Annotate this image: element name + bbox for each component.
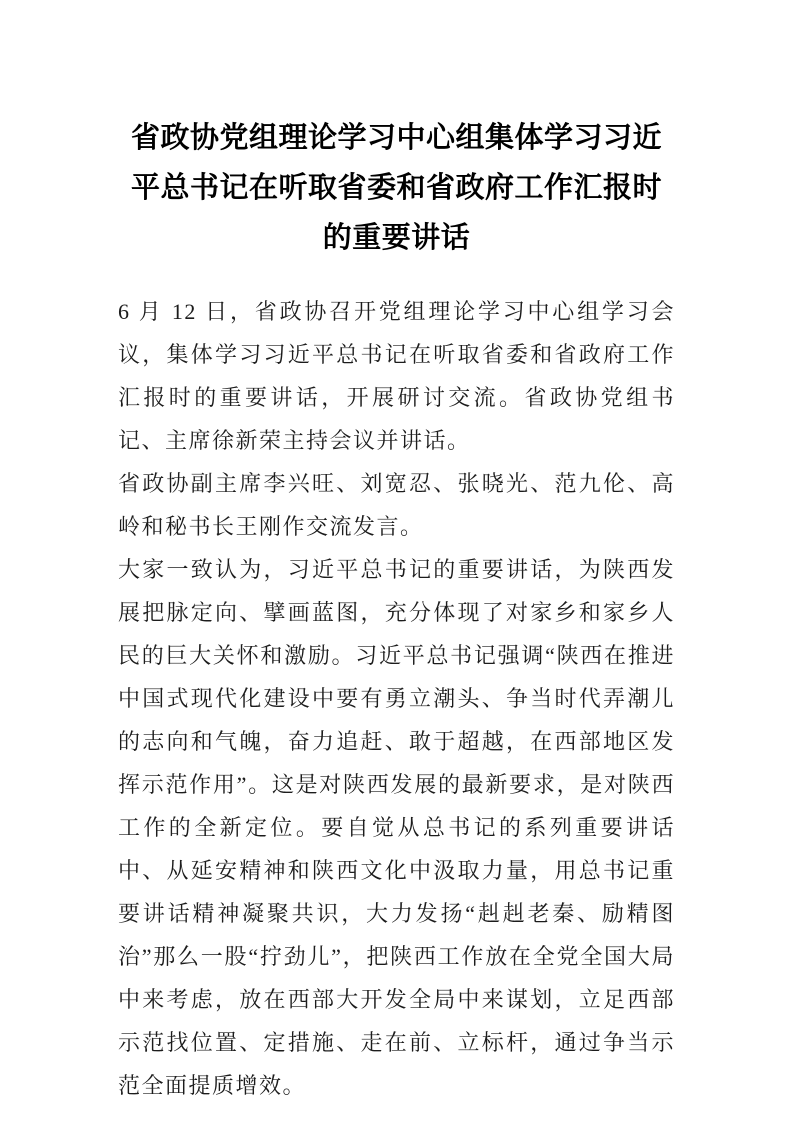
paragraph-speakers: 省政协副主席李兴旺、刘宽忍、张晓光、范九伦、高岭和秘书长王刚作交流发言。 bbox=[118, 471, 675, 539]
paragraph-meeting-summary: 6 月 12 日，省政协召开党组理论学习中心组学习会议，集体学习习近平总书记在听取省委和省政府工作汇报时的重要讲话，开展研讨交流。省政协党组书记、主席徐新荣主持会议并讲话。 bbox=[118, 299, 675, 453]
document-title: 省政协党组理论学习中心组集体学习习近平总书记在听取省委和省政府工作汇报时的重要讲话 bbox=[130, 122, 662, 254]
paragraph-consensus: 大家一致认为，习近平总书记的重要讲话，为陕西发展把脉定向、擘画蓝图，充分体现了对家乡和家乡人民的巨大关怀和激励。习近平总书记强调“陕西在推进中国式现代化建设中要有勇立潮头、争当时代弄潮儿的志向和气魄，奋力追赶、敢于超越，在西部地区发挥示范作用”。这是对陕西发展的最新要求，是对陕西工作的全新定位。要自觉从总书记的系列重要讲话中、从延安精神和陕西文化中汲取力量，用总书记重要讲话精神凝聚共识，大力发扬“赳赳老秦、励精图治”那么一股“拧劲儿”，把陕西工作放在全党全国大局中来考虑，放在西部大开发全局中来谋划，立足西部示范找位置、定措施、走在前、立标杆，通过争当示范全面提质增效。 bbox=[118, 557, 675, 1098]
